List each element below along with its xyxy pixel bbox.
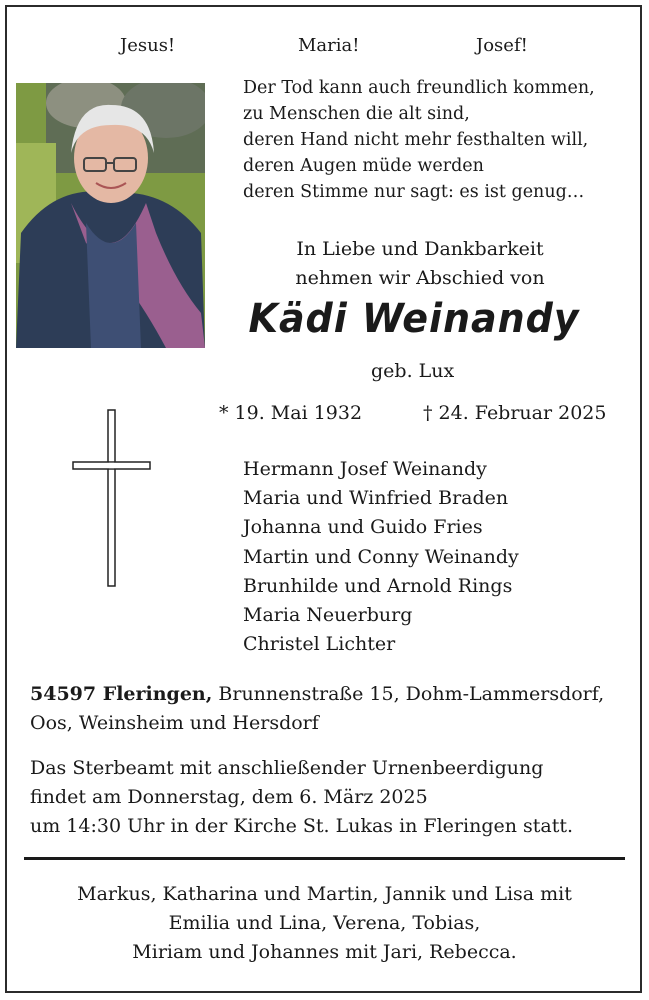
list-item: Christel Lichter <box>243 633 396 656</box>
divider <box>24 857 625 860</box>
list-item: Johanna und Guido Fries <box>243 516 483 539</box>
address-town: 54597 Fleringen, <box>30 683 213 705</box>
death-date: † 24. Februar 2025 <box>423 402 607 424</box>
address-block <box>30 680 604 738</box>
service-line: findet am Donnerstag, dem 6. März 2025 <box>30 786 428 808</box>
poem <box>243 75 595 205</box>
address-places: Oos, Weinsheim und Hersdorf <box>30 712 319 734</box>
list-item: Hermann Josef Weinandy <box>243 458 487 480</box>
poem-line: Der Tod kann auch freundlich kommen, <box>243 78 595 98</box>
address-street: Brunnenstraße 15, Dohm-Lammersdorf, <box>212 683 605 705</box>
grandchildren-block <box>24 880 625 967</box>
deceased-name: Kädi Weinandy <box>248 296 580 342</box>
family-list <box>243 455 519 659</box>
latin-cross-icon <box>72 409 152 589</box>
intro-line-1: In Liebe und Dankbarkeit <box>296 238 544 260</box>
portrait-photo <box>16 83 205 348</box>
header-josef: Josef! <box>476 35 528 56</box>
poem-line: deren Stimme nur sagt: es ist genug… <box>243 182 585 202</box>
service-line: Das Sterbeamt mit anschließender Urnenbeerdigung <box>30 757 544 779</box>
service-line: um 14:30 Uhr in der Kirche St. Lukas in Fleringen statt. <box>30 815 574 837</box>
poem-line: deren Augen müde werden <box>243 156 484 176</box>
list-item: Martin und Conny Weinandy <box>243 545 519 568</box>
poem-line: deren Hand nicht mehr festhalten will, <box>243 130 589 150</box>
header-jesus: Jesus! <box>120 35 176 56</box>
grandchildren-line: Emilia und Lina, Verena, Tobias, <box>168 912 481 934</box>
list-item: Maria und Winfried Braden <box>243 487 509 510</box>
birth-date: * 19. Mai 1932 <box>219 402 363 424</box>
service-info <box>30 754 573 841</box>
intro-line-2: nehmen wir Abschied von <box>295 267 545 289</box>
list-item: Maria Neuerburg <box>243 604 413 627</box>
poem-line: zu Menschen die alt sind, <box>243 104 470 124</box>
grandchildren-line: Miriam und Johannes mit Jari, Rebecca. <box>132 941 517 963</box>
maiden-name: geb. Lux <box>371 360 455 382</box>
list-item: Brunhilde und Arnold Rings <box>243 574 513 597</box>
grandchildren-line: Markus, Katharina und Martin, Jannik und Lisa mit <box>77 883 572 905</box>
header-maria: Maria! <box>298 35 360 56</box>
